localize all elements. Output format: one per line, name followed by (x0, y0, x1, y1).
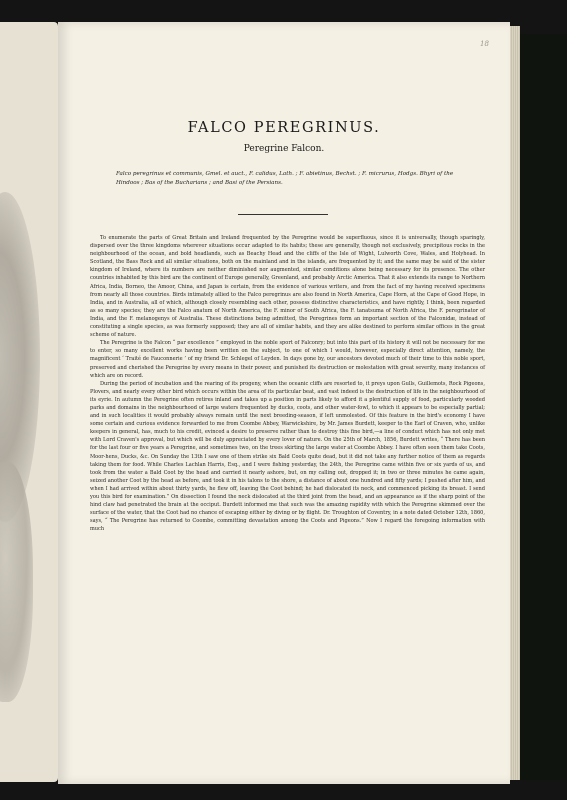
synonyms: Falco peregrinus et communis, Gmel. et auct., F. calidus, Lath. ; F. abietinus, Bechst. ; F. micrurus, Hodgs. Bhyri of the Hindoos ; Bas of the Bucharians ; and Basi of the Persians. (116, 171, 454, 186)
paragraph: To enumerate the parts of Great Britain and Ireland frequented by the Peregrine would be superfluous, since it is universally, though sparingly, dispersed over the three kingdoms wherever situations occur adapted to its habits; these are generally, though not exclusively, precipitous rocks in the neighbourhood of the ocean, and bold headlands, such as Beachy Head and the cliffs of the Isle of Wight, Lulworth Cove, Wales, and Holyhead. In Scotland, the Bass Rock and all similar situations, both on the mainland and in the islands, are frequented by it; and the same may be said of the sister kingdom of Ireland, where its numbers are neither diminished nor augmented, similar conditions alone being necessary for its presence. The other countries inhabited by this bird are the continent of Europe generally, Greenland, and probably Arctic America. That it also extends its range to Northern Africa, India, Borneo, the Amoor, China, and Japan is certain, from the evidence of various writers, and from the fact of my having received specimens from nearly all those countries. Birds intimately allied to the Falco peregrinus are also found in North America, Cape Horn, at the Cape of Good Hope, in India, and in Australia, all of which, although closely resembling each other, possess distinctive characteristics, and have rightly, I think, been regarded as so many species; they are the Falco anatum of North America, the F. minor of South Africa, the F. tanatsuma of North Africa, the F. peregrinator of India, and the F. melanogenys of Australia. These distinctions being admitted, the Peregrines form an important section of the Falconidæ, instead of constituting a single species, as was formerly supposed; they are all of similar habits, and they are alike destined to perform similar offices in the great scheme of nature. (90, 235, 485, 339)
page-edges (510, 26, 520, 780)
divider-rule (238, 214, 328, 215)
paragraph: During the period of incubation and the rearing of its progeny, when the oceanic cliffs are resorted to, it preys upon Gulls, Guillemots, Rock Pigeons, Plovers, and nearly every other bird which occurs within the area of its particular beat, and vast indeed is the destruction of life in the neighbourhood of its eyrie. In autumn the Peregrine often retires inland and takes up a position in parts likely to afford it a plentiful supply of food, particularly wooded parks and domains in the neighbourhood of large waters frequented by ducks, coots, and other water-fowl, to which it appears to be especially partial; and in such localities it would probably always remain until the next breeding-season, if left unmolested. Of this feature in the bird's economy I have some certain and curious evidence forwarded to me from Coombe Abbey, Warwickshire, by Mr. James Burdett, keeper to the Earl of Craven, who, unlike keepers in general, has, much to his credit, evinced a desire to preserve rather than to destroy this fine bird,—a line of conduct which has not only met with Lord Craven's approval, but which will be duly appreciated by every lover of nature. On the 25th of March, 1856, Burdett writes, “ There has been for the last four or five years a Peregrine, and sometimes two, on the trees skirting the large water at Coombe Abbey. I have often seen them take Coots, Moor-hens, Ducks, &c. On Sunday the 13th I saw one of them strike six Bald Coots quite dead, but it did not take any further notice of them as regards taking them for food. While Charles Lachlan Harris, Esq., and I were fishing yesterday, the 24th, the Peregrine came within five or six yards of us, and took from the water a Bald Coot by the head and carried it nearly ashore, but, on my calling out, dropped it; in two or three minutes he came again, seized another Coot by the head as before, and took it in his talons to the shore, a distance of about one hundred and fifty yards; I pushed after him, and when I had arrived within about thirty yards, he flew off, leaving the Coot behind; he had dislocated its neck, and commenced picking its breast. I send you this bird for examination.” On dissection I found the neck dislocated at the third joint from the head, and an appearance as if the sharp point of the hind claw had penetrated the brain at the occiput. Burdett informed me that such was the amazing rapidity with which the Peregrine skimmed over the surface of the water, that the Coot had no chance of escaping either by diving or by flight. Dr. Troughton of Coventry, in a note dated October 12th, 1860, says, “ The Peregrine has returned to Coombe, committing devastation among the Coots and Pigeons.” Now I regard the foregoing information with much (90, 380, 485, 533)
page-number: 18 (480, 40, 489, 48)
falcon-illustration-lower (0, 462, 33, 702)
book-cover (520, 34, 567, 780)
facing-page-plate (0, 22, 58, 782)
page-title: FALCO PEREGRINUS. (187, 120, 381, 136)
paragraph: The Peregrine is the Falcon “ par excellence ” employed in the noble sport of Falconry; but into this part of its history it will not be necessary for me to enter, so many excellent works having been written on the subject, to one of which I would, however, especially direct attention, namely, the magnificent ‘ Traité de Fauconnerie ’ of my friend Dr. Schlegel of Leyden. In days gone by, our ancestors devoted much of their time to this noble sport, preserved and cherished the Peregrine by every means in their power, and punished its destruction or molestation with great severity, many instances of which are on record. (90, 340, 485, 379)
common-name: Peregrine Falcon. (243, 144, 325, 154)
body-text (90, 234, 485, 533)
text-page (58, 22, 510, 784)
